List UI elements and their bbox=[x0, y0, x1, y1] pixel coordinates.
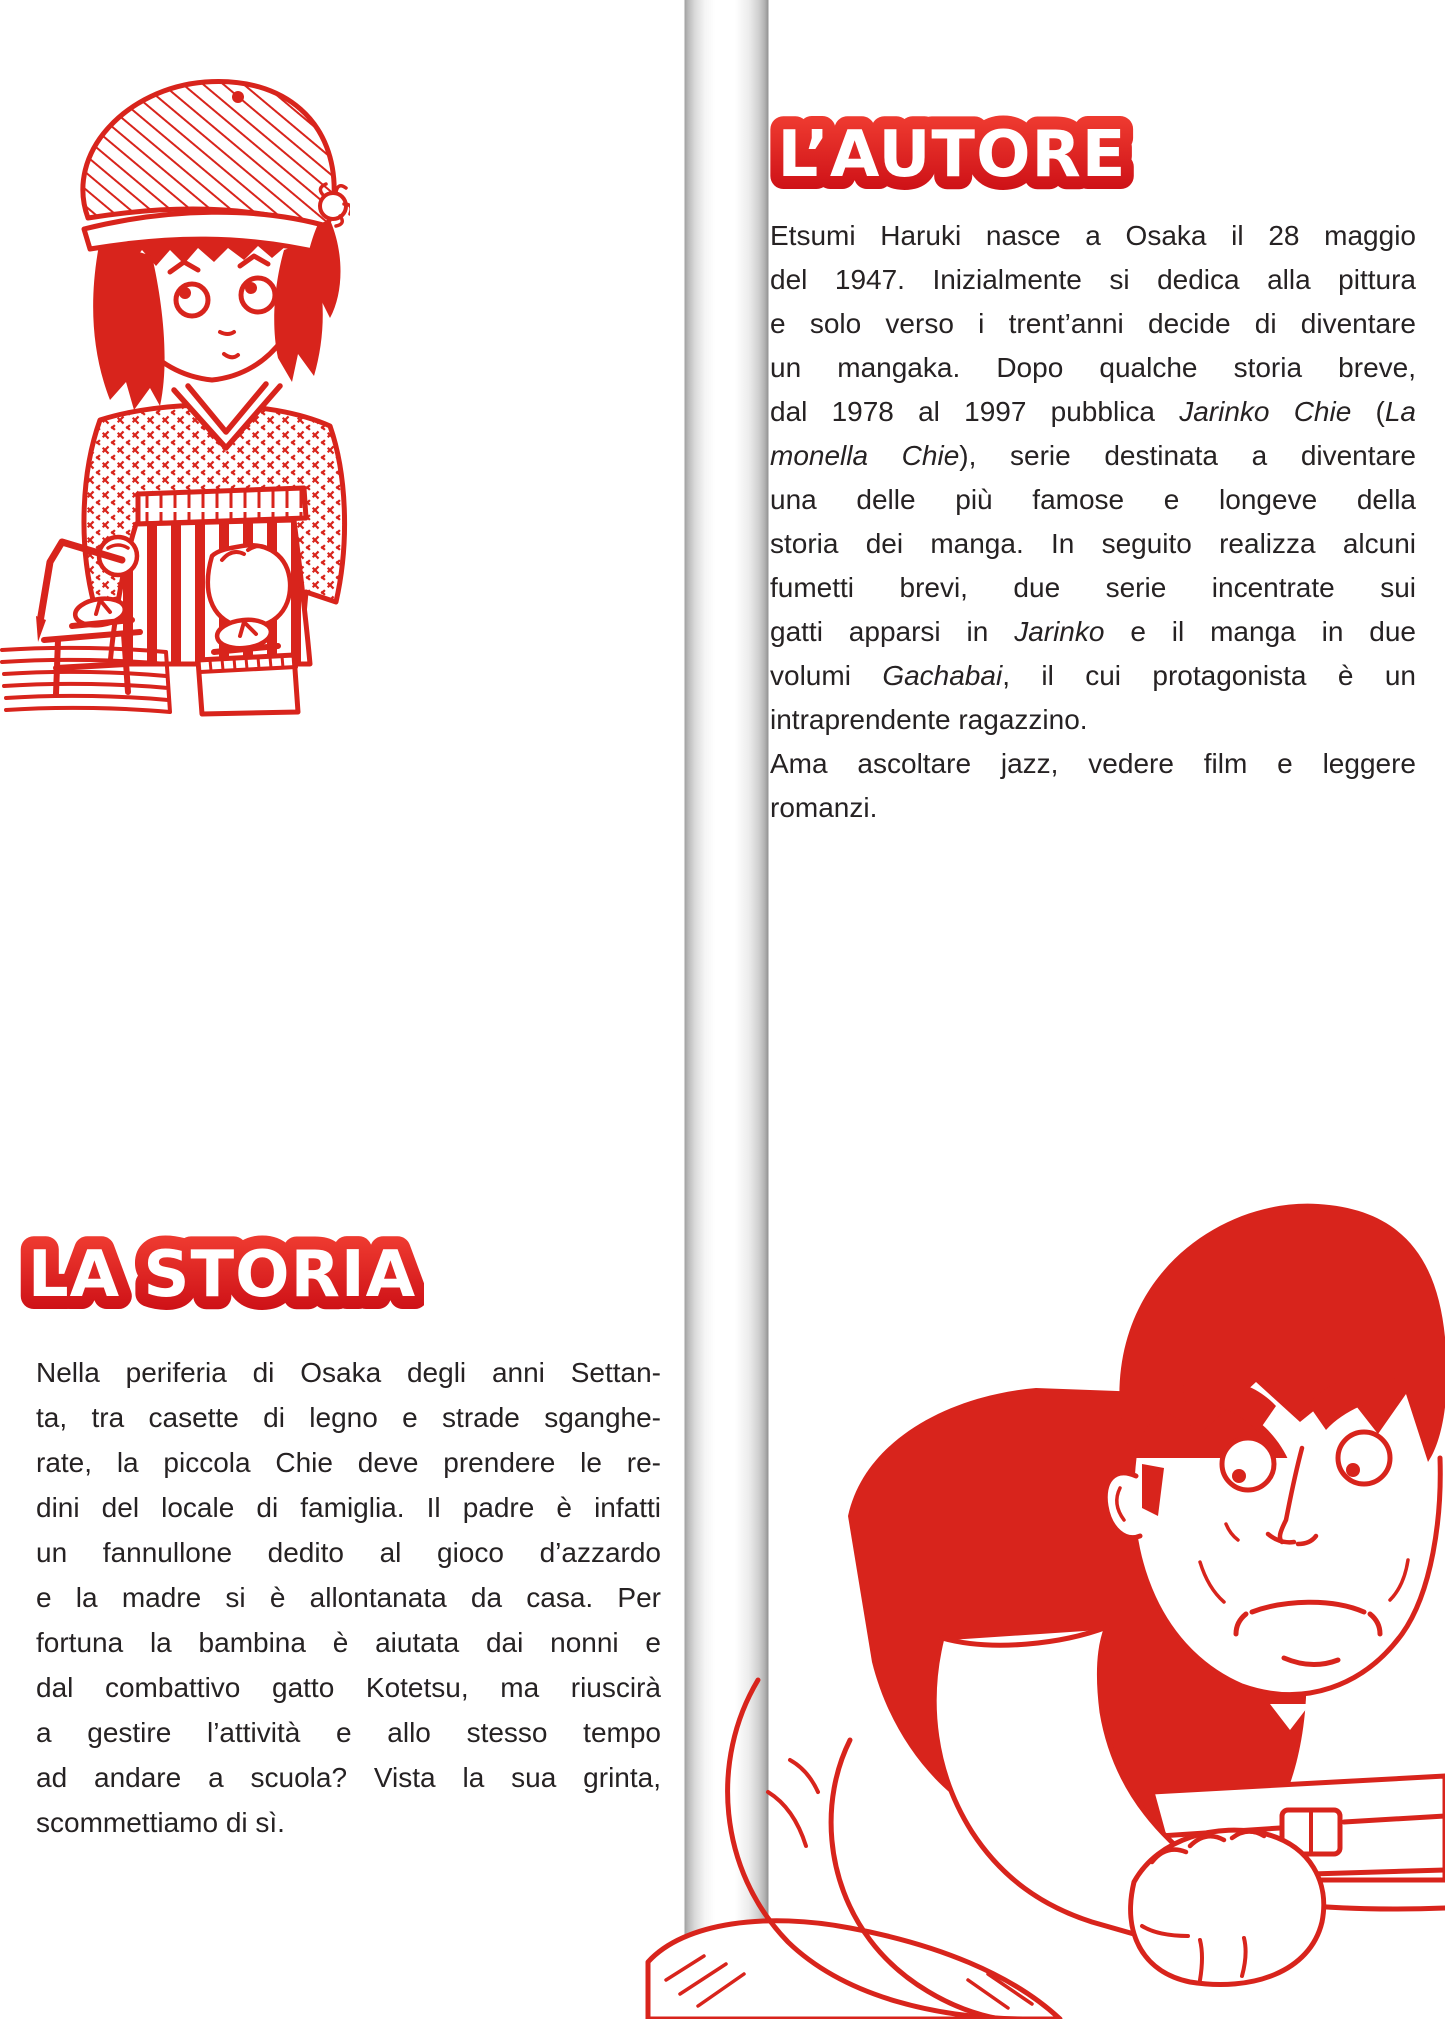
text-line: un fannullone dedito al gioco d’azzardo bbox=[36, 1537, 661, 1568]
text-line: scommettiamo di sì. bbox=[36, 1807, 285, 1838]
text-line: fortuna la bambina è aiutata dai nonni e bbox=[36, 1627, 661, 1658]
text-line: rate, la piccola Chie deve prendere le re- bbox=[36, 1447, 661, 1478]
text-line: volumi Gachabai, il cui protagonista è un bbox=[770, 660, 1416, 691]
text-line: e solo verso i trent’anni decide di diventare bbox=[770, 308, 1416, 339]
text-line: monella Chie), serie destinata a diventare bbox=[770, 440, 1416, 471]
text-line: e la madre si è allontanata da casa. Per bbox=[36, 1582, 661, 1613]
text-line: intraprendente ragazzino. bbox=[770, 704, 1088, 735]
text-line: dal 1978 al 1997 pubblica Jarinko Chie (La bbox=[770, 396, 1416, 427]
text-line: un mangaka. Dopo qualche storia breve, bbox=[770, 352, 1416, 383]
autore-heading-text: L’AUTORE bbox=[777, 118, 1127, 192]
text-line: ta, tra casette di legno e strade sganghe- bbox=[36, 1402, 661, 1433]
text-line: storia dei manga. In seguito realizza alcuni bbox=[770, 528, 1416, 559]
text-line: a gestire l’attività e allo stesso tempo bbox=[36, 1717, 661, 1748]
text-line: romanzi. bbox=[770, 792, 878, 823]
text-line: gatti apparsi in Jarinko e il manga in due bbox=[770, 616, 1416, 647]
text-line: del 1947. Inizialmente si dedica alla pittura bbox=[770, 264, 1416, 295]
autore-heading bbox=[766, 96, 1138, 208]
text-line: una delle più famose e longeve della bbox=[770, 484, 1416, 515]
storia-heading-text: LA STORIA bbox=[27, 1238, 417, 1312]
autore-paragraph bbox=[770, 214, 1416, 830]
text-line: Etsumi Haruki nasce a Osaka il 28 maggio bbox=[770, 220, 1416, 251]
text-line: dini del locale di famiglia. Il padre è infatti bbox=[36, 1492, 661, 1523]
text-line: dal combattivo gatto Kotetsu, ma riuscirà bbox=[36, 1672, 661, 1703]
text-line: Nella periferia di Osaka degli anni Settan- bbox=[36, 1357, 661, 1388]
tetsu-character-illustration bbox=[640, 1180, 1445, 2019]
text-line: ad andare a scuola? Vista la sua grinta, bbox=[36, 1762, 661, 1793]
text-line: fumetti brevi, due serie incentrate sui bbox=[770, 572, 1416, 603]
text-line: Ama ascoltare jazz, vedere film e leggere bbox=[770, 748, 1416, 779]
